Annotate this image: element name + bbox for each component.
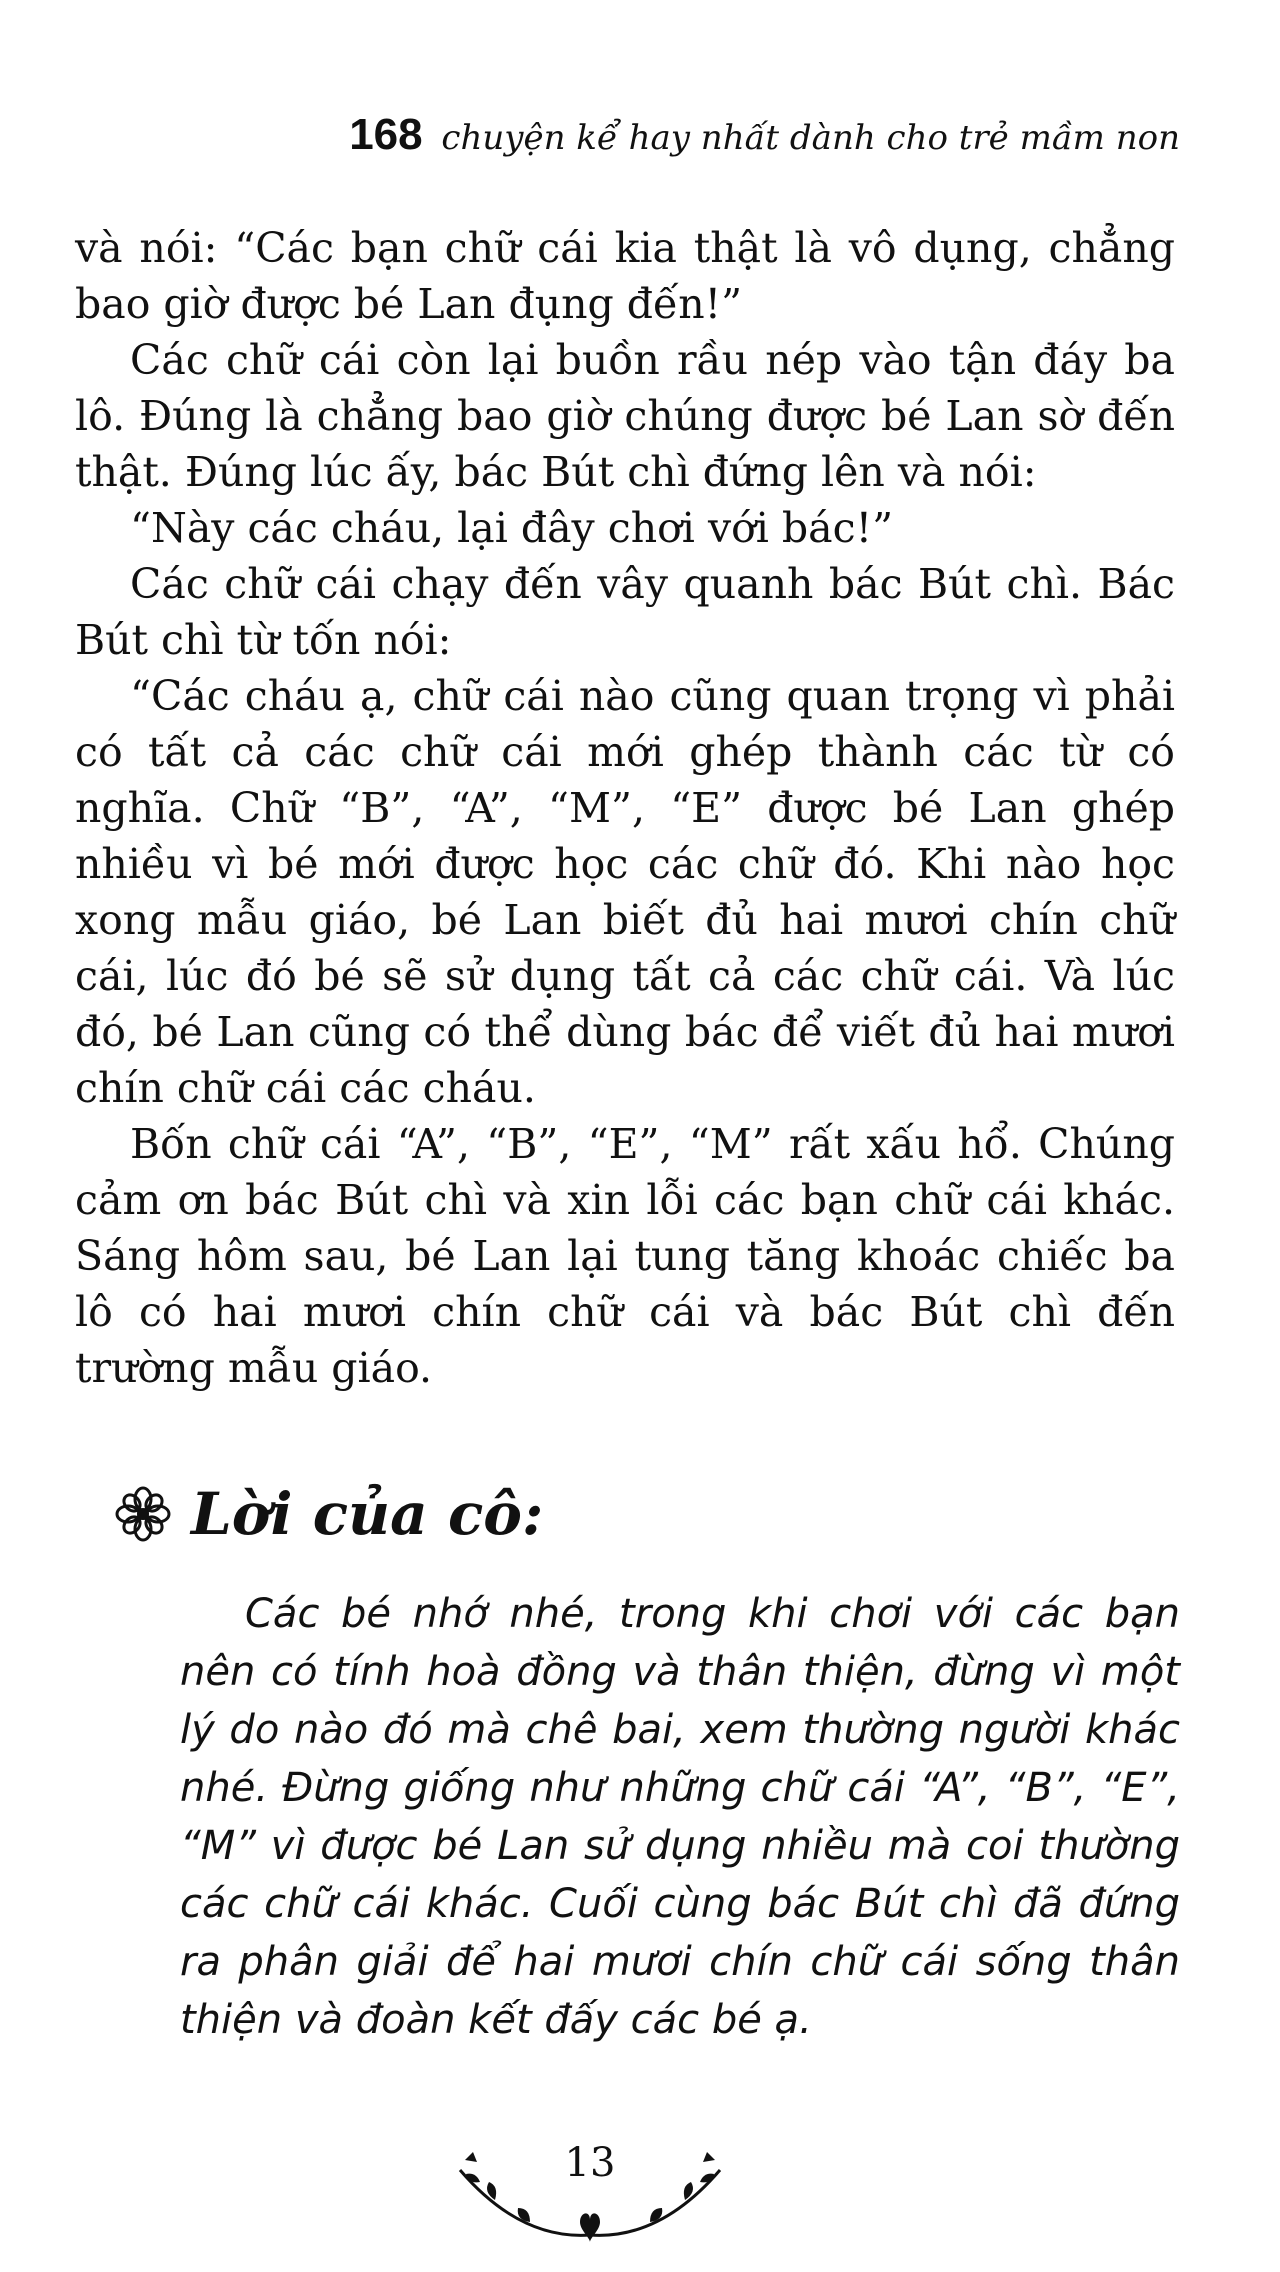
- page-number: 13: [564, 2140, 616, 2186]
- story-paragraph: “Các cháu ạ, chữ cái nào cũng quan trọng vì phải có tất cả các chữ cái mới ghép thành các từ có nghĩa. Chữ “B”, “A”, “M”, “E” được bé Lan ghép nhiều vì bé mới được học các chữ đó. Khi nào học xong mẫu giáo, bé Lan biết đủ hai mươi chín chữ cái, lúc đó bé sẽ sử dụng tất cả các chữ cái. Và lúc đó, bé Lan cũng có thể dùng bác để viết đủ hai mươi chín chữ cái các cháu.: [75, 672, 1175, 1112]
- running-header: [349, 110, 1180, 160]
- flower-icon: [115, 1486, 171, 1542]
- story-paragraph: Các chữ cái còn lại buồn rầu nép vào tận đáy ba lô. Đúng là chẳng bao giờ chúng được bé Lan sờ đến thật. Đúng lúc ấy, bác Bút chì đứng lên và nói:: [75, 336, 1175, 496]
- note-title: Lời của cô:: [191, 1480, 544, 1548]
- story-paragraph: Các chữ cái chạy đến vây quanh bác Bút chì. Bác Bút chì từ tốn nói:: [75, 560, 1175, 664]
- teacher-note: [180, 1585, 1180, 2049]
- story-paragraph: và nói: “Các bạn chữ cái kia thật là vô dụng, chẳng bao giờ được bé Lan đụng đến!”: [75, 224, 1175, 328]
- note-heading: [115, 1480, 543, 1548]
- header-number: 168: [349, 110, 423, 159]
- header-title: chuyện kể hay nhất dành cho trẻ mầm non: [441, 118, 1180, 158]
- story-paragraph: Bốn chữ cái “A”, “B”, “E”, “M” rất xấu hổ. Chúng cảm ơn bác Bút chì và xin lỗi các bạn chữ cái khác. Sáng hôm sau, bé Lan lại tung tăng khoác chiếc ba lô có hai mươi chín chữ cái và bác Bút chì đến trường mẫu giáo.: [75, 1120, 1175, 1392]
- note-text: Các bé nhớ nhé, trong khi chơi với các bạn nên có tính hoà đồng và thân thiện, đừng vì một lý do nào đó mà chê bai, xem thường người khác nhé. Đừng giống như những chữ cái “A”, “B”, “E”, “M” vì được bé Lan sử dụng nhiều mà coi thường các chữ cái khác. Cuối cùng bác Bút chì đã đứng ra phân giải để hai mươi chín chữ cái sống thân thiện và đoàn kết đấy các bé ạ.: [180, 1591, 1180, 2043]
- page-footer: [440, 2130, 740, 2250]
- story-paragraph: “Này các cháu, lại đây chơi với bác!”: [130, 504, 894, 552]
- story-text: [75, 220, 1175, 1396]
